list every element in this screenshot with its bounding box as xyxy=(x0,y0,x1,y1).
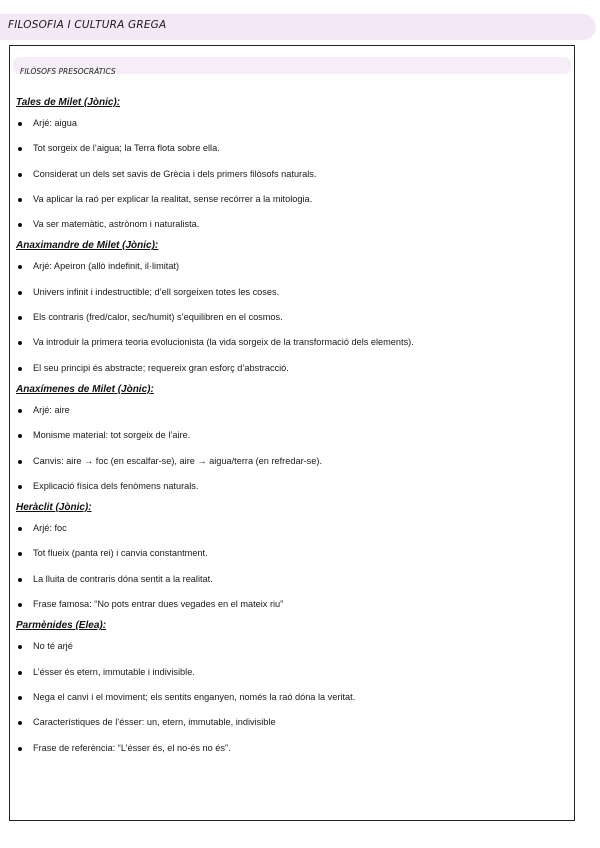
section-tales xyxy=(16,94,566,237)
list-item: Arjé: Apeiron (allò indefinit, il·limitat) xyxy=(16,254,566,279)
section-heraclit xyxy=(16,499,566,617)
list-item: El seu principi és abstracte; requereix gran esforç d’abstracció. xyxy=(16,356,566,381)
section-heading: Anaxímenes de Milet (Jònic): xyxy=(16,383,154,395)
list-item: Arjé: foc xyxy=(16,516,566,541)
list-item: Frase de referència: “L’ésser és, el no-és no és”. xyxy=(16,736,566,761)
list-item: Característiques de l’ésser: un, etern, immutable, indivisible xyxy=(16,710,566,735)
list-item: L’ésser és etern, immutable i indivisible. xyxy=(16,660,566,685)
notes-content xyxy=(16,94,566,761)
list-item: Tot sorgeix de l’aigua; la Terra flota sobre ella. xyxy=(16,136,566,161)
list-item: Els contraris (fred/calor, sec/humit) s’equilibren en el cosmos. xyxy=(16,305,566,330)
section-heading: Tales de Milet (Jònic): xyxy=(16,97,121,108)
list-item: La lluita de contraris dóna sentit a la realitat. xyxy=(16,567,566,592)
list-item: Considerat un dels set savis de Grècia i dels primers filòsofs naturals. xyxy=(16,162,566,187)
list-item: Canvis: aire → foc (en escalfar-se), aire → aigua/terra (en refredar-se). xyxy=(16,449,566,474)
list-item: Va ser matemàtic, astrònom i naturalista. xyxy=(16,212,566,237)
list-item: Arjé: aigua xyxy=(16,111,566,136)
section-anaximenes xyxy=(16,381,566,499)
document-title: FILOSOFIA I CULTURA GREGA xyxy=(8,19,167,31)
list-item: Va aplicar la raó per explicar la realitat, sense recórrer a la mitologia. xyxy=(16,187,566,212)
section-heading: Parmènides (Elea): xyxy=(16,620,107,632)
list-item: Arjé: aire xyxy=(16,398,566,423)
list-item: Monisme material: tot sorgeix de l’aire. xyxy=(16,423,566,448)
section-heading: Anaximandre de Milet (Jònic): xyxy=(16,240,159,252)
section-subtitle: FILÒSOFS PRESOCRÀTICS xyxy=(20,67,116,76)
list-item: Nega el canvi i el moviment; els sentits enganyen, només la raó dóna la veritat. xyxy=(16,685,566,710)
section-parmenides xyxy=(16,617,566,760)
list-item: Tot flueix (panta rei) i canvia constantment. xyxy=(16,541,566,566)
list-item: No té arjé xyxy=(16,634,566,659)
list-item: Frase famosa: “No pots entrar dues vegades en el mateix riu” xyxy=(16,592,566,617)
section-anaximandre xyxy=(16,237,566,380)
list-item: Va introduir la primera teoria evolucionista (la vida sorgeix de la transformació dels elements). xyxy=(16,330,566,355)
section-heading: Heràclit (Jònic): xyxy=(16,502,92,514)
list-item: Explicació física dels fenòmens naturals. xyxy=(16,474,566,499)
list-item: Univers infinit i indestructible; d’ell sorgeixen totes les coses. xyxy=(16,280,566,305)
